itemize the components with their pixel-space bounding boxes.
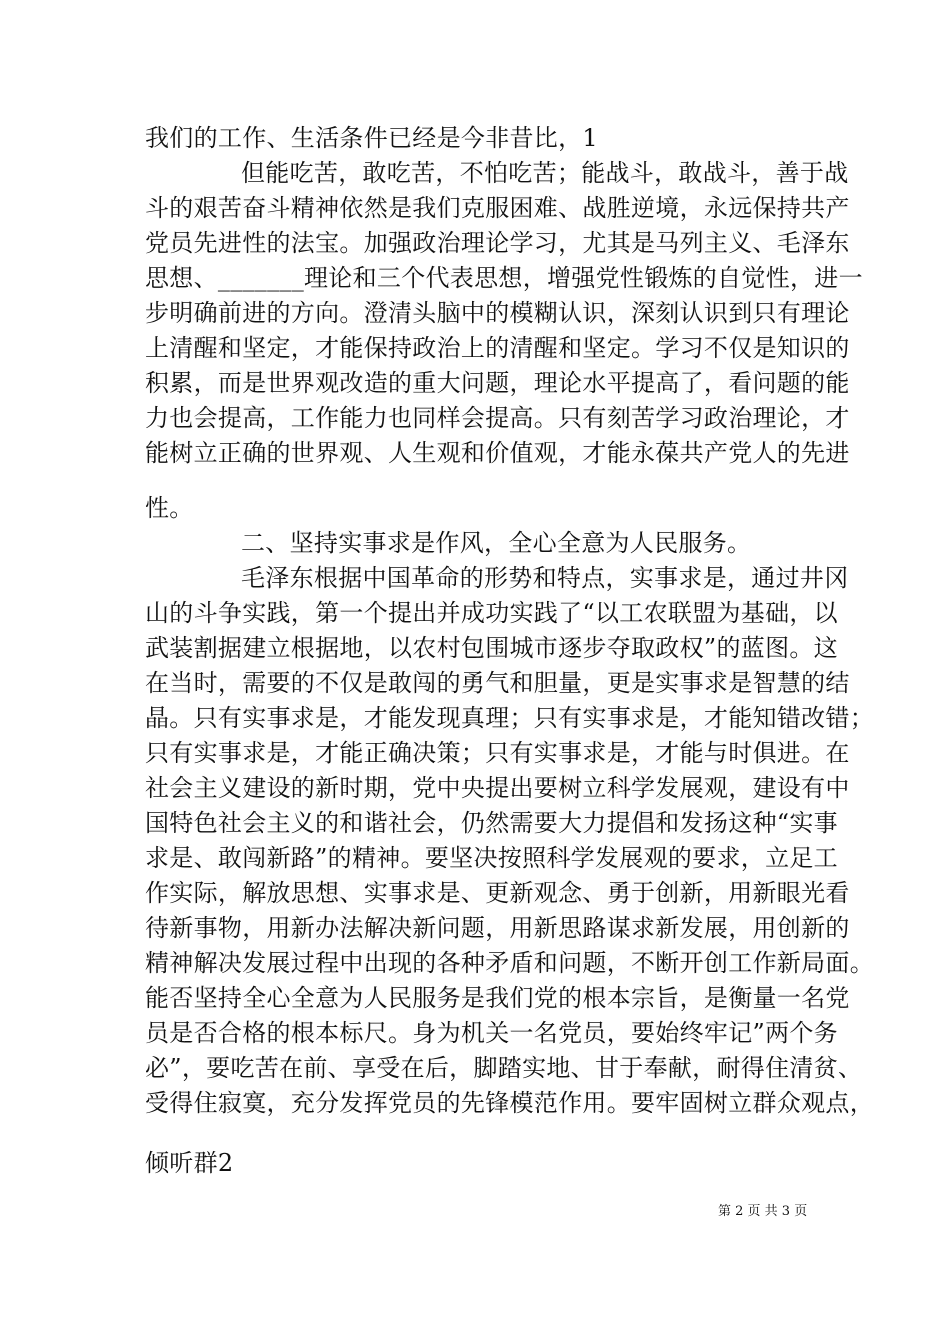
text-line: 性。 — [145, 494, 194, 522]
section-heading: 二、坚持实事求是作风，全心全意为人民服务。 — [241, 529, 752, 557]
text-line: 斗的艰苦奋斗精神依然是我们克服困难、战胜逆境，永远保持共产 — [145, 194, 850, 222]
text-line: 山的斗争实践，第一个提出并成功实践了“以工农联盟为基础，以 — [145, 599, 838, 627]
text-line: 但能吃苦，敢吃苦，不怕吃苦；能战斗，敢战斗，善于战 — [241, 159, 849, 187]
text-line: 上清醒和坚定，才能保持政治上的清醒和坚定。学习不仅是知识的 — [145, 334, 850, 362]
text-line: 受得住寂寞，充分发挥党员的先锋模范作用。要牢固树立群众观点， — [145, 1089, 874, 1117]
text-line: 精神解决发展过程中出现的各种矛盾和问题，不断开创工作新局面。 — [145, 949, 874, 977]
text-line: 力也会提高，工作能力也同样会提高。只有刻苦学习政治理论，才 — [145, 404, 850, 432]
text-line: 倾听群2 — [145, 1149, 234, 1177]
text-line: 员是否合格的根本标尺。身为机关一名党员，要始终牢记”两个务 — [145, 1019, 838, 1047]
text-line: 晶。只有实事求是，才能发现真理；只有实事求是，才能知错改错； — [145, 704, 874, 732]
text-line: 在当时，需要的不仅是敢闯的勇气和胆量，更是实事求是智慧的结 — [145, 669, 850, 697]
text-line: 党员先进性的法宝。加强政治理论学习，尤其是马列主义、毛泽东 — [145, 229, 850, 257]
text-line: 毛泽东根据中国革命的形势和特点，实事求是，通过井冈 — [241, 564, 849, 592]
text-line: 思想、_______理论和三个代表思想，增强党性锻炼的自觉性，进一 — [145, 264, 863, 292]
text-line: 作实际，解放思想、实事求是、更新观念、勇于创新，用新眼光看 — [145, 879, 850, 907]
page-number-footer: 第 2 页 共 3 页 — [718, 1204, 808, 1219]
text-line: 我们的工作、生活条件已经是今非昔比，1 — [145, 124, 598, 152]
text-line: 积累，而是世界观改造的重大问题，理论水平提高了，看问题的能 — [145, 369, 850, 397]
text-line: 社会主义建设的新时期，党中央提出要树立科学发展观，建设有中 — [145, 774, 850, 802]
text-line: 国特色社会主义的和谐社会，仍然需要大力提倡和发扬这种“实事 — [145, 809, 838, 837]
text-line: 只有实事求是，才能正确决策；只有实事求是，才能与时俱进。在 — [145, 739, 850, 767]
text-line: 求是、敢闯新路”的精神。要坚决按照科学发展观的要求，立足工 — [145, 844, 838, 872]
text-line: 必”，要吃苦在前、享受在后，脚踏实地、甘于奉献，耐得住清贫、 — [145, 1054, 863, 1082]
text-line: 武装割据建立根据地，以农村包围城市逐步夺取政权”的蓝图。这 — [145, 634, 838, 662]
text-line: 能树立正确的世界观、人生观和价值观，才能永葆共产党人的先进 — [145, 439, 850, 467]
text-line: 能否坚持全心全意为人民服务是我们党的根本宗旨，是衡量一名党 — [145, 984, 850, 1012]
text-line: 步明确前进的方向。澄清头脑中的模糊认识，深刻认识到只有理论 — [145, 299, 850, 327]
text-line: 待新事物，用新办法解决新问题，用新思路谋求新发展，用创新的 — [145, 914, 850, 942]
